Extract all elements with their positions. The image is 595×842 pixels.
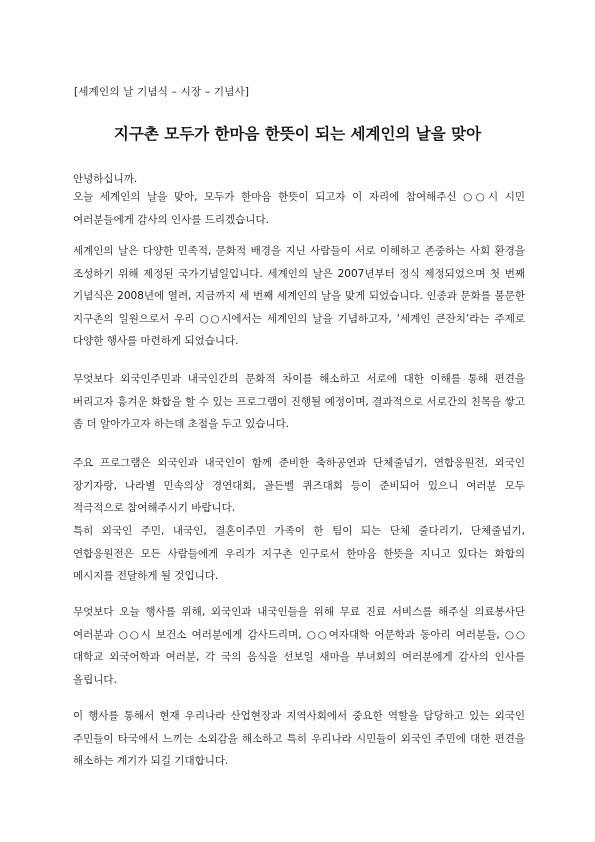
paragraph-7: 이 행사를 통해서 현재 우리나라 산업현장과 지역사회에서 중요한 역할을 담당하고 있는 외국인 주민들이 타국에서 느끼는 소외감을 해소하고 특히 우리나라 시민들이 외국인 주민에 대한 편견을 해소하는 계기가 되길 기대합니다. xyxy=(73,710,525,767)
paragraph-1: 오늘 세계인의 날을 맞아, 모두가 한마음 한뜻이 되고자 이 자리에 참여해주신 ○○시 시민 여러분들에게 감사의 인사를 드리겠습니다. xyxy=(73,191,525,226)
greeting-line: 안녕하십니까. xyxy=(73,173,138,185)
paragraph-4: 주요 프로그램은 외국인과 내국인이 함께 준비한 축하공연과 단체줄넘기, 연합응원전, 외국인 장기자랑, 나라별 민속의상 경연대회, 골든벨 퀴즈대회 등이 준비되어 있으니 여러분 모두 적극적으로 참여해주시기 바랍니다. xyxy=(73,457,525,514)
paragraph-6: 무엇보다 오늘 행사를 위해, 외국인과 내국인들을 위해 무료 진료 서비스를 해주실 의료봉사단 여러분과 ○○시 보건소 여러분에게 감사드리며, ○○여자대학 어문학과 동아리 여러분들, ○○대학교 외국어학과 여러분, 각 국의 음식을 선보일 새마을 부녀회의 여러분에게 감사의 인사를 올립니다. xyxy=(73,606,525,686)
document-title: 지구촌 모두가 한마음 한뜻이 되는 세계인의 날을 맞아 xyxy=(113,125,482,143)
paragraph-2: 세계인의 날은 다양한 민족적, 문화적 배경을 지닌 사람들이 서로 이해하고 존중하는 사회 환경을 조성하기 위해 제정된 국가기념일입니다. 세계인의 날은 2007년부터 정식 제정되었으며 첫 번째 기념식은 2008년에 열려, 지금까지 세 번째 세계인의 날을 맞게 되었습니다. 인종과 문화를 불문한 지구촌의 일원으로서 우리 ○○시에서는 세계인의 날을 기념하고자, ‘세계인 큰잔치’라는 주제로 다양한 행사를 마련하게 되었습니다. xyxy=(73,245,525,347)
paragraph-5: 특히 외국인 주민, 내국인, 결혼이주민 가족이 한 팀이 되는 단체 줄다리기, 단체줄넘기, 연합응원전은 모든 사람들에게 우리가 지구촌 인구로서 한마음 한뜻을 지니고 있다는 화합의 메시지를 전달하게 될 것입니다. xyxy=(73,525,525,582)
paragraph-3: 무엇보다 외국인주민과 내국인간의 문화적 차이를 해소하고 서로에 대한 이해를 통해 편견을 버리고자 흥겨운 화합을 할 수 있는 프로그램이 진행될 예정이며, 결과적으로 서로간의 친목을 쌓고 좀 더 알아가고자 하는데 초점을 두고 있습니다. xyxy=(73,373,525,430)
document-header-tag: [세계인의 날 기념식 – 시장 – 기념사] xyxy=(74,86,250,98)
